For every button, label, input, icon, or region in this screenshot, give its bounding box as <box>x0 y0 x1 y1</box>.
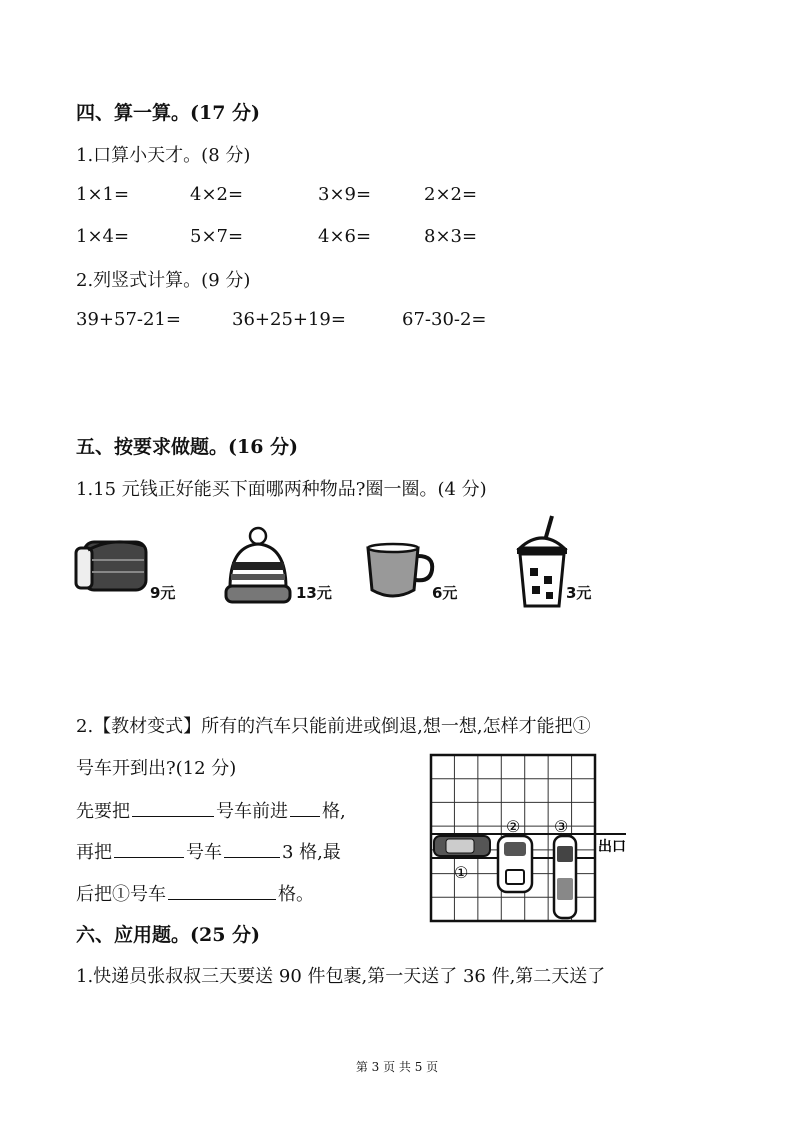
car-1-label: ① <box>454 863 469 882</box>
calc-item: 3×9= <box>318 184 372 205</box>
mug-icon <box>364 542 436 604</box>
fill-text: 号车 <box>186 842 222 863</box>
fill-line-2 <box>76 838 341 864</box>
car-3 <box>554 836 576 918</box>
item-price: 13元 <box>296 584 332 602</box>
answer-blank[interactable] <box>290 798 320 817</box>
vertical-calc-item: 39+57-21= <box>76 309 181 330</box>
fill-text: 格。 <box>278 884 314 905</box>
fill-text: 再把 <box>76 842 112 863</box>
fill-text: 3 格,最 <box>282 842 341 863</box>
q6-1-text: 1.快递员张叔叔三天要送 90 件包裹,第一天送了 36 件,第二天送了 <box>76 966 606 987</box>
knit-hat-icon <box>222 526 294 606</box>
calc-item: 5×7= <box>190 226 244 247</box>
pencil-case-icon <box>74 530 156 602</box>
drink-cup-icon <box>514 514 570 610</box>
calc-item: 8×3= <box>424 226 478 247</box>
item-price: 6元 <box>432 584 458 602</box>
calc-item: 1×1= <box>76 184 130 205</box>
item-price: 9元 <box>150 584 176 602</box>
answer-blank[interactable] <box>168 881 276 900</box>
q5-2-title-line1: 2.【教材变式】所有的汽车只能前进或倒退,想一想,怎样才能把① <box>76 716 591 737</box>
calc-item: 4×6= <box>318 226 372 247</box>
fill-text: 先要把 <box>76 801 130 822</box>
answer-blank[interactable] <box>132 798 214 817</box>
exit-label: 出口 <box>598 839 626 855</box>
section-4-title: 四、算一算。(17 分) <box>76 102 261 124</box>
vertical-calc-item: 67-30-2= <box>402 309 487 330</box>
q4-1-title: 1.口算小天才。(8 分) <box>76 145 251 166</box>
page-footer: 第 3 页 共 5 页 <box>355 1060 439 1074</box>
calc-item: 2×2= <box>424 184 478 205</box>
section-5-title: 五、按要求做题。(16 分) <box>76 436 299 458</box>
fill-line-3 <box>76 880 314 906</box>
fill-text: 后把①号车 <box>76 884 166 905</box>
q5-2-title-line2: 号车开到出?(12 分) <box>76 758 237 779</box>
parking-grid <box>430 754 626 924</box>
section-6-title: 六、应用题。(25 分) <box>76 924 261 946</box>
car-1 <box>434 836 490 856</box>
calc-item: 4×2= <box>190 184 244 205</box>
fill-line-1 <box>76 797 346 823</box>
answer-blank[interactable] <box>224 839 280 858</box>
calc-item: 1×4= <box>76 226 130 247</box>
vertical-calc-item: 36+25+19= <box>232 309 346 330</box>
item-price: 3元 <box>566 584 592 602</box>
answer-blank[interactable] <box>114 839 184 858</box>
q4-2-title: 2.列竖式计算。(9 分) <box>76 270 251 291</box>
fill-text: 号车前进 <box>216 801 288 822</box>
q5-1-title: 1.15 元钱正好能买下面哪两种物品?圈一圈。(4 分) <box>76 479 487 500</box>
car-2 <box>498 836 532 892</box>
car-2-label: ② <box>506 817 521 836</box>
fill-text: 格, <box>322 801 346 822</box>
car-3-label: ③ <box>554 817 569 836</box>
